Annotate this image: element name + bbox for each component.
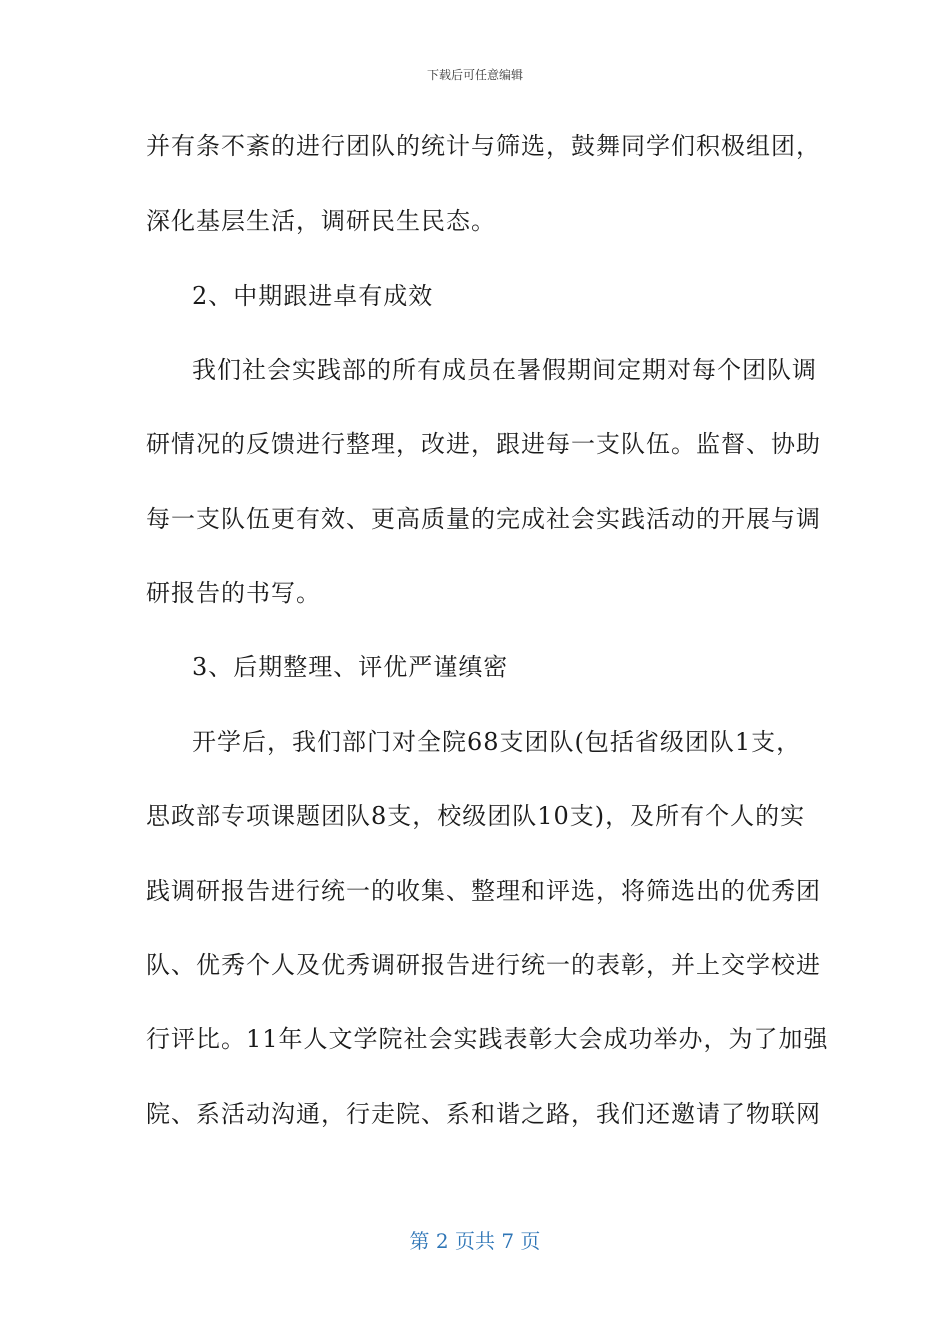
section-heading: 3、后期整理、评优严谨缜密 — [192, 653, 509, 681]
body-line: 研情况的反馈进行整理，改进，跟进每一支队伍。监督、协助 — [146, 430, 821, 458]
page-number-footer: 第 2 页共 7 页 — [409, 1229, 541, 1253]
section-heading: 2、中期跟进卓有成效 — [192, 282, 434, 310]
body-line: 践调研报告进行统一的收集、整理和评选，将筛选出的优秀团 — [146, 877, 821, 905]
body-line: 行评比。11年人文学院社会实践表彰大会成功举办，为了加强 — [146, 1025, 829, 1053]
body-line: 思政部专项课题团队8支，校级团队10支)，及所有个人的实 — [146, 802, 806, 830]
body-line: 研报告的书写。 — [146, 579, 321, 607]
body-line: 我们社会实践部的所有成员在暑假期间定期对每个团队调 — [192, 356, 817, 384]
body-line: 并有条不紊的进行团队的统计与筛选，鼓舞同学们积极组团， — [146, 132, 821, 160]
body-line: 队、优秀个人及优秀调研报告进行统一的表彰，并上交学校进 — [146, 951, 821, 979]
body-line: 每一支队伍更有效、更高质量的完成社会实践活动的开展与调 — [146, 505, 821, 533]
body-line: 深化基层生活，调研民生民态。 — [146, 207, 496, 235]
body-line: 开学后，我们部门对全院68支团队(包括省级团队1支， — [192, 728, 802, 756]
page-header: 下载后可任意编辑 — [426, 68, 523, 82]
body-line: 院、系活动沟通，行走院、系和谐之路，我们还邀请了物联网 — [146, 1100, 821, 1128]
